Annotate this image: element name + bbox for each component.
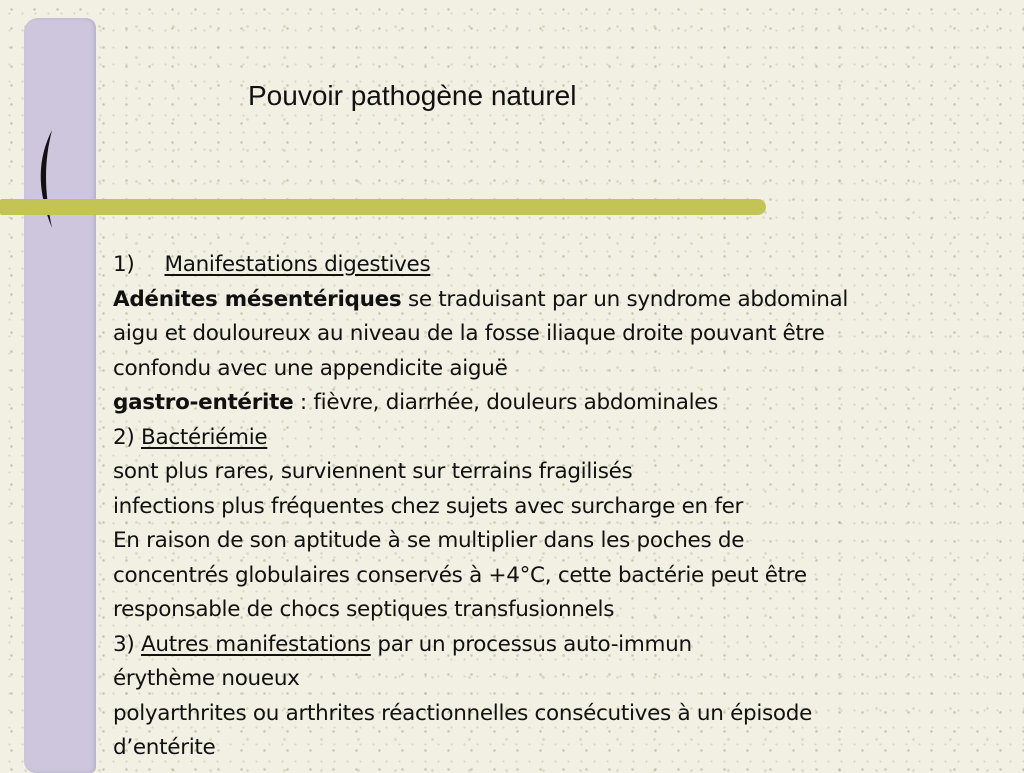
- section3-line-1: érythème noueux: [113, 666, 300, 691]
- section3-line-3: d’entérite: [113, 735, 216, 760]
- section3-heading: Autres manifestations: [141, 631, 371, 657]
- adenites-term: Adénites mésentériques: [113, 286, 402, 312]
- section1-number: 1): [113, 252, 135, 277]
- adenites-text-2: aigu et douloureux au niveau de la fosse iliaque droite pouvant être: [113, 321, 825, 346]
- gastro-term: gastro-entérite: [113, 390, 294, 415]
- section2-number: 2): [113, 424, 142, 450]
- section3-heading-suffix: par un processus auto-immun: [370, 631, 692, 657]
- gastro-line: [113, 386, 1013, 421]
- section3-number: 3): [113, 631, 142, 657]
- section3-heading-line: [113, 628, 1013, 663]
- adenites-text-3: confondu avec une appendicite aiguë: [113, 355, 508, 381]
- adenites-text-1: se traduisant par un syndrome abdominal: [401, 286, 849, 312]
- gastro-text: : fièvre, diarrhée, douleurs abdominales: [293, 390, 719, 415]
- adenites-line: [113, 283, 1013, 318]
- section2-line-1: sont plus rares, surviennent sur terrains fragilisés: [113, 459, 633, 484]
- slide-body: [113, 248, 1013, 766]
- section2-heading-line: [113, 421, 1013, 456]
- section3-line-2: polyarthrites ou arthrites réactionnelles consécutives à un épisode: [113, 700, 813, 726]
- section2-line-4: concentrés globulaires conservés à +4°C, cette bactérie peut être: [113, 562, 807, 588]
- title-divider-rule: [0, 199, 766, 215]
- section2-line-3: En raison de son aptitude à se multiplier dans les poches de: [113, 528, 745, 553]
- page-title: Pouvoir pathogène naturel: [248, 80, 577, 111]
- section1-heading: Manifestations digestives: [164, 252, 431, 277]
- section2-line-5: responsable de chocs septiques transfusionnels: [113, 597, 615, 622]
- section2-heading: Bactériémie: [141, 424, 268, 450]
- section2-line-2: infections plus fréquentes chez sujets avec surcharge en fer: [113, 493, 744, 519]
- section1-heading-line: [113, 248, 1013, 283]
